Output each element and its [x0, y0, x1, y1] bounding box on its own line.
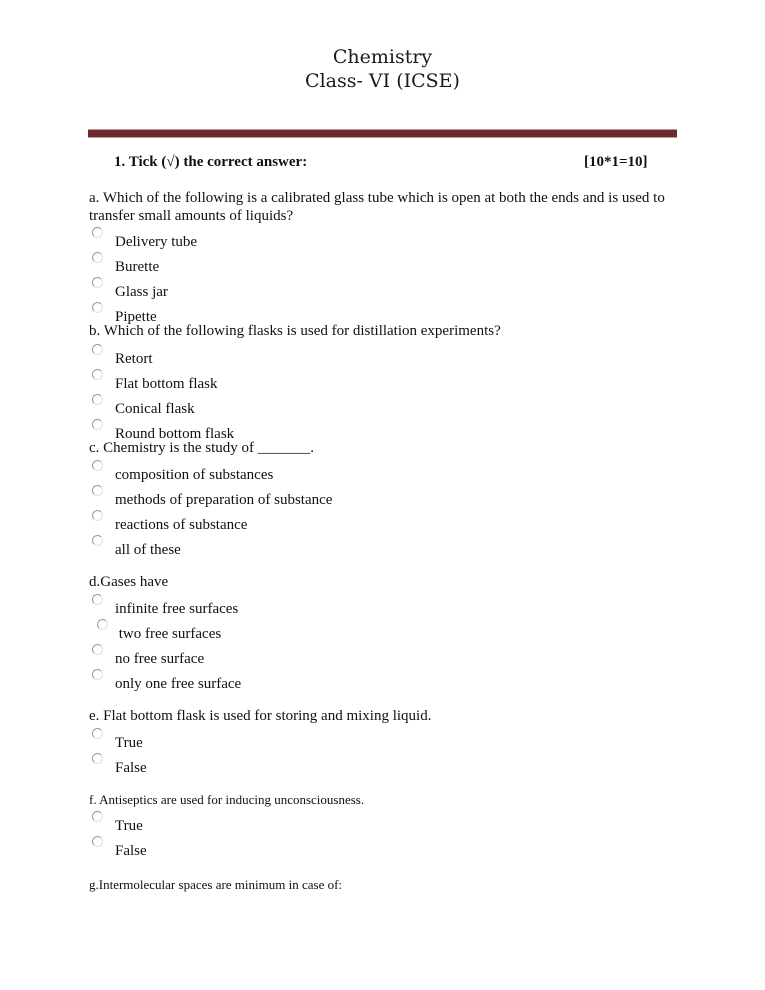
question-f-text: f. Antiseptics are used for inducing unconsciousness. — [89, 792, 365, 807]
radio-button-icon[interactable] — [92, 669, 103, 680]
question-e-text: e. Flat bottom flask is used for storing and mixing liquid. — [89, 708, 432, 724]
radio-button-icon[interactable] — [92, 369, 103, 380]
section-heading: 1. Tick (√) the correct answer: — [114, 154, 308, 170]
radio-button-icon[interactable] — [92, 644, 103, 655]
question-c-text: c. Chemistry is the study of _______. — [89, 440, 314, 456]
radio-button-icon[interactable] — [97, 619, 108, 630]
header-divider — [88, 129, 677, 138]
radio-button-icon[interactable] — [92, 728, 103, 739]
radio-button-icon[interactable] — [92, 510, 103, 521]
radio-button-icon[interactable] — [92, 594, 103, 605]
question-g-text: g.Intermolecular spaces are minimum in case of: — [89, 877, 343, 892]
radio-button-icon[interactable] — [92, 227, 103, 238]
radio-button-icon[interactable] — [92, 485, 103, 496]
radio-button-icon[interactable] — [92, 277, 103, 288]
radio-button-icon[interactable] — [92, 460, 103, 471]
question-a-text: a. Which of the following is a calibrated glass tube which is open at both the ends and is used to transfer small amounts of liquids? — [89, 190, 665, 224]
document-subtitle: Class- VI (ICSE) — [305, 70, 460, 92]
radio-button-icon[interactable] — [92, 394, 103, 405]
radio-button-icon[interactable] — [92, 811, 103, 822]
radio-button-icon[interactable] — [92, 419, 103, 430]
radio-button-icon[interactable] — [92, 753, 103, 764]
section-marks: [10*1=10] — [584, 154, 648, 170]
question-b-text: b. Which of the following flasks is used for distillation experiments? — [89, 323, 501, 339]
document-title: Chemistry — [332, 46, 433, 68]
radio-button-icon[interactable] — [92, 252, 103, 263]
radio-button-icon[interactable] — [92, 836, 103, 847]
radio-button-icon[interactable] — [92, 302, 103, 313]
radio-button-icon[interactable] — [92, 535, 103, 546]
question-d-text: d.Gases have — [89, 574, 169, 590]
radio-button-icon[interactable] — [92, 344, 103, 355]
